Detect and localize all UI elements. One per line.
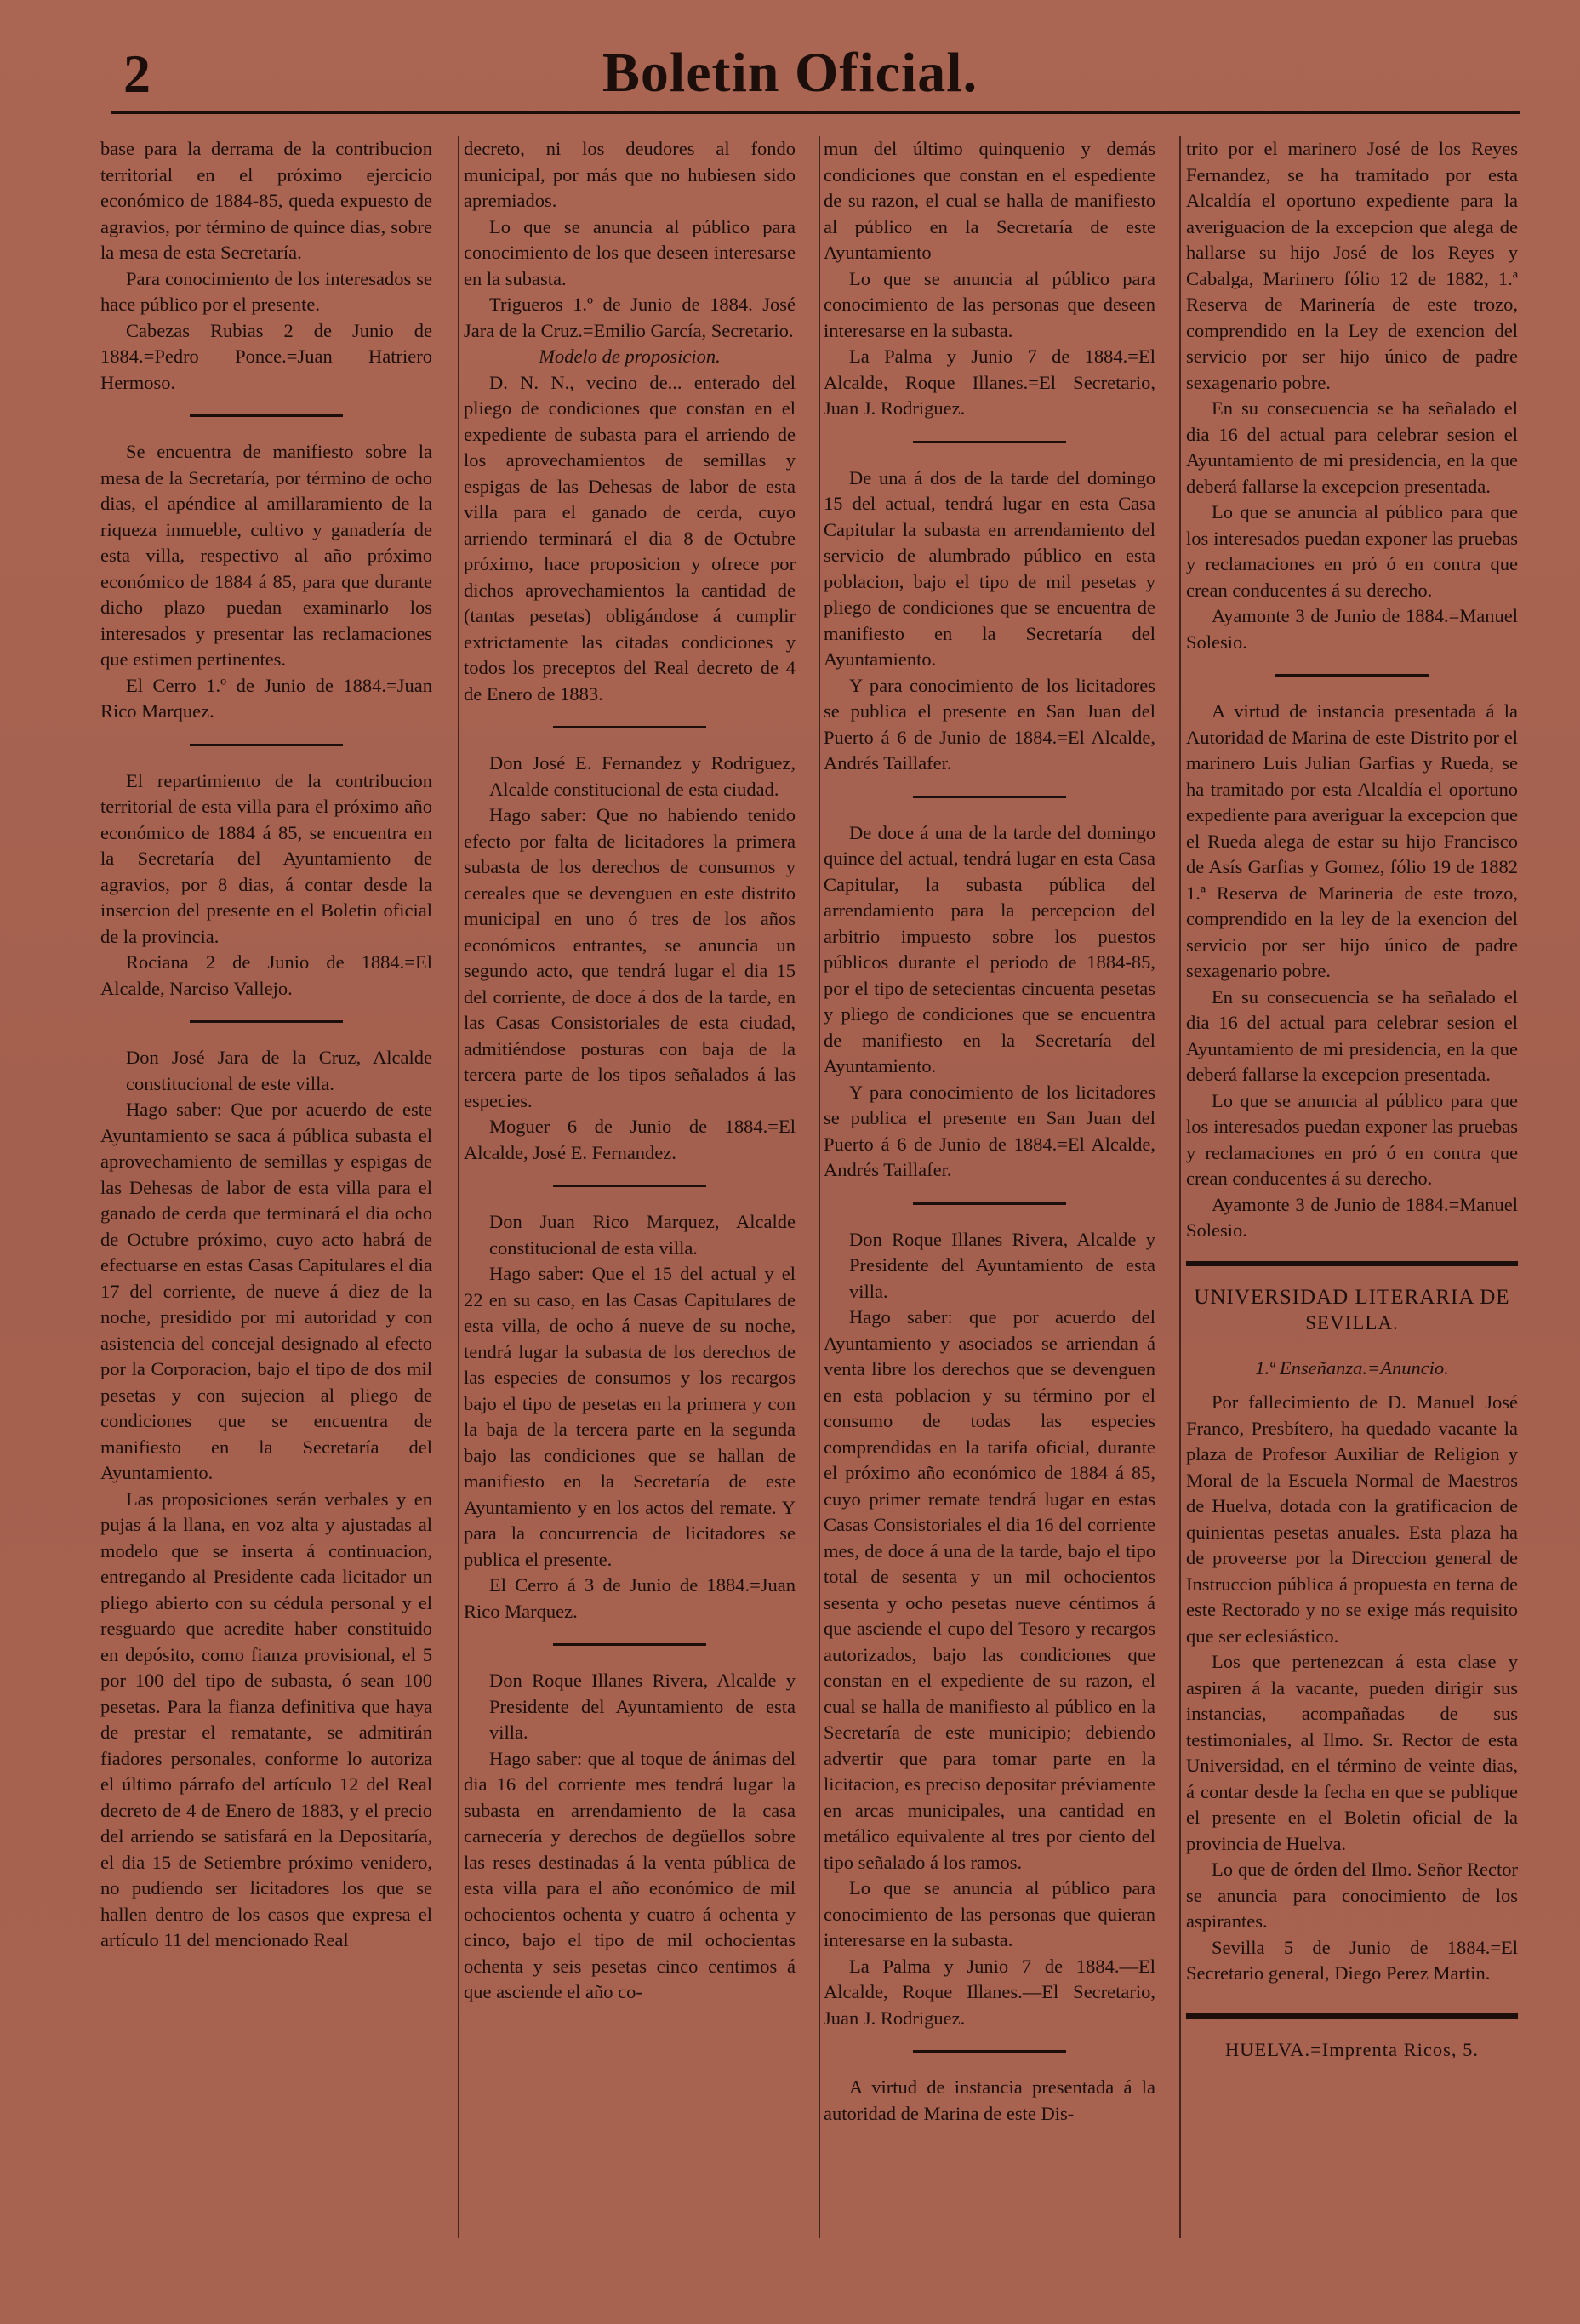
notice-heading: Don José E. Fernandez y Rodriguez, Alcalde constitucional de esta ciudad. — [489, 752, 796, 800]
separator — [913, 1202, 1066, 1205]
signature: Moguer 6 de Junio de 1884.=El Alcalde, José E. Fernandez. — [464, 1116, 796, 1163]
separator — [913, 796, 1066, 798]
paragraph: decreto, ni los deudores al fondo municipal, por más que no hubiesen sido apremiados. — [464, 138, 796, 211]
notice-heading: Don José Jara de la Cruz, Alcalde constitucional de este villa. — [126, 1047, 432, 1094]
paragraph: Por fallecimiento de D. Manuel José Franco, Presbítero, ha quedado vacante la plaza de Profesor Auxiliar de Religion y Moral de la Escuela Normal de Maestros de Huelva, dotada con la gratificacion de quinientas pesetas anuales. Esta plaza ha de proveerse por la Direccion general de Instruccion pública á propuesta en terna de este Rectorado y no se exige más requisito que ser eclesiástico. — [1186, 1391, 1518, 1647]
paragraph: A virtud de instancia presentada á la autoridad de Marina de este Dis- — [824, 2076, 1155, 2124]
paragraph: Hago saber: Que el 15 del actual y el 22 en su caso, en las Casas Capitulares de esta villa, de ocho á nueve de su noche, tendrá lugar la subasta de los derechos de las especies de consumos y los recargos bajo el tipo de pesetas en la primera y con la baja de la tercera parte en la segunda bajo las condiciones que se hallan de manifiesto en la Secretaría de este Ayuntamiento y en los actos del remate. Y para la concurrencia de licitadores se publica el presente. — [464, 1263, 796, 1570]
paragraph: Lo que se anuncia al público para conocimiento de los que deseen interesarse en la subasta. — [464, 215, 796, 289]
notice-heading: Don Roque Illanes Rivera, Alcalde y Presidente del Ayuntamiento de esta villa. — [849, 1228, 1155, 1302]
paragraph: En su consecuencia se ha señalado el dia 16 del actual para celebrar sesion el Ayuntamiento de mi presidencia, en la que deberá fallarse la excepcion presentada. — [1186, 397, 1518, 497]
separator — [1275, 674, 1429, 677]
section-heading: 1.ª Enseñanza.=Anuncio. — [1255, 1356, 1449, 1379]
paragraph: A virtud de instancia presentada á la Autoridad de Marina de este Distrito por el marinero Luis Julian Garfias y Rueda, se ha tramitado por esta Alcaldía el oportuno expediente para averiguar la excepcion que el Rueda alega de estar su hijo Francisco de Asís Garfias y Gomez, fólio 19 de 1882 1.ª Reserva de Marineria de este trozo, comprendido en la ley de la exencion del servicio por ser hijo único de padre sexagenario pobre. — [1186, 700, 1518, 981]
paragraph: Lo que se anuncia al público para que los interesados puedan exponer las pruebas y reclamaciones en pró ó en contra que crean conducentes á su derecho. — [1186, 501, 1518, 601]
signature: Sevilla 5 de Junio de 1884.=El Secretario general, Diego Perez Martin. — [1186, 1936, 1518, 1984]
notice-heading: Don Juan Rico Marquez, Alcalde constitucional de esta villa. — [489, 1211, 796, 1259]
paragraph: Y para conocimiento de los licitadores se publica el presente en San Juan del Puerto á 6 de Junio de 1884.=El Alcalde, Andrés Taillafer. — [824, 674, 1155, 774]
signature: Rociana 2 de Junio de 1884.=El Alcalde, Narciso Vallejo. — [100, 951, 432, 999]
paragraph: De doce á una de la tarde del domingo quince del actual, tendrá lugar en esta Casa Capitular, la subasta pública del arrendamiento para la percepcion del arbitrio impuesto sobre los puestos públicos durante el periodo de 1884-85, por el tipo de setecientas cincuenta pesetas y pliego de condiciones que se encuentra de manifiesto en la Secretaría del Ayuntamiento. — [824, 821, 1155, 1076]
column-1 — [100, 136, 432, 1954]
column-divider — [819, 136, 820, 2238]
model-heading: Modelo de proposicion. — [539, 345, 721, 367]
signature: La Palma y Junio 7 de 1884.=El Alcalde, Roque Illanes.=El Secretario, Juan J. Rodriguez. — [824, 345, 1155, 419]
paragraph: D. N. N., vecino de... enterado del pliego de condiciones que constan en el expediente de subasta para el arriendo de los aprovechamientos de semillas y espigas de las Dehesas de labor de esta villa para el ganado de cerda, cuyo arriendo terminará el dia 8 de Octubre próximo, hace proposicion y ofrece por dichos aprovechamientos la cantidad de (tantas pesetas) obligándose á cumplir extrictamente las citadas condiciones y todos los preceptos del Real decreto de 4 de Enero de 1883. — [464, 371, 796, 705]
column-divider — [1179, 136, 1181, 2238]
notice-heading: Don Roque Illanes Rivera, Alcalde y Presidente del Ayuntamiento de esta villa. — [489, 1670, 796, 1743]
paragraph: Hago saber: que al toque de ánimas del dia 16 del corriente mes tendrá lugar la subasta en arrendamiento de la casa carnecería y derechos de degüellos sobre las reses destinadas á la venta pública de esta villa para el año económico de mil ochocientos ochenta y cuatro á ochenta y cinco, bajo el tipo de mil ochocientas ochenta y seis pesetas cinco centimos á que asciende el año co- — [464, 1747, 796, 2002]
paragraph: Las proposiciones serán verbales y en pujas á la llana, en voz alta y ajustadas al modelo que se inserta á continuacion, entregando al Presidente cada licitador un pliego abierto con su cédula personal y el resguardo que acredite haber constituido en depósito, como fianza provisional, el 5 por 100 del tipo de subasta, ó sean 100 pesetas. Para la fianza definitiva que haya de prestar el rematante, se admitirán fiadores personales, conforme lo autoriza el último párrafo del artículo 12 del Real decreto de 4 de Enero de 1883, y el precio del arriendo se satisfará en la Depositaría, el dia 15 de Setiembre próximo venidero, no pudiendo ser licitadores los que se hallen dentro de los casos que expresa el artículo 11 del mencionado Real — [100, 1487, 432, 1950]
paragraph: Lo que se anuncia al público para conocimiento de las personas que deseen interesarse en la subasta. — [824, 267, 1155, 341]
separator — [190, 414, 343, 417]
signature: Ayamonte 3 de Junio de 1884.=Manuel Solesio. — [1186, 1193, 1518, 1241]
separator — [913, 2050, 1066, 2053]
paragraph: Hago saber: Que no habiendo tenido efecto por falta de licitadores la primera subasta de los derechos de consumos y cereales que se devenguen en este distrito municipal en uno ó tres de los años económicos entrantes, se anuncia un segundo acto, que tendrá lugar el dia 15 del corriente, de doce á dos de la tarde, en las Casas Consistoriales de esta ciudad, admitiéndose posturas con baja de la tercera parte de los tipos señalados á las especies. — [464, 804, 796, 1111]
paragraph: El repartimiento de la contribucion territorial de esta villa para el próximo año económico de 1884 á 85, se encuentra en la Secretaría del Ayuntamiento de agravios, por 8 dias, á contar desde la insercion del presente en el Boletin oficial de la provincia. — [100, 769, 432, 947]
column-4 — [1186, 136, 1518, 2063]
paragraph: Para conocimiento de los interesados se hace público por el presente. — [100, 267, 432, 315]
printer-imprint: HUELVA.=Imprenta Ricos, 5. — [1224, 2038, 1480, 2060]
signature: La Palma y Junio 7 de 1884.—El Alcalde, Roque Illanes.—El Secretario, Juan J. Rodriguez. — [824, 1955, 1155, 2029]
separator — [553, 1185, 706, 1187]
paragraph: Lo que se anuncia al público para que los interesados puedan exponer las pruebas y reclamaciones en pró ó en contra que crean conducentes á su derecho. — [1186, 1089, 1518, 1189]
signature: El Cerro 1.º de Junio de 1884.=Juan Rico Marquez. — [100, 674, 432, 722]
paragraph: Y para conocimiento de los licitadores se publica el presente en San Juan del Puerto á 6 de Junio de 1884.=El Alcalde, Andrés Taillafer. — [824, 1081, 1155, 1180]
university-city: SEVILLA. — [1305, 1312, 1399, 1333]
paragraph: En su consecuencia se ha señalado el dia 16 del actual para celebrar sesion el Ayuntamiento de mi presidencia, en la que deberá fallarse la excepcion presentada. — [1186, 985, 1518, 1085]
separator — [553, 726, 706, 728]
paragraph: Los que pertenezcan á esta clase y aspiren á la vacante, pueden dirigir sus instancias, acompañadas de sus testimoniales, al Ilmo. Sr. Rector de esta Universidad, en el término de veinte dias, á contar desde la fecha en que se publique el presente en el Boletin oficial de la provincia de Huelva. — [1186, 1651, 1518, 1854]
paragraph: mun del último quinquenio y demás condiciones que constan en el espediente de su razon, el cual se halla de manifiesto al público en la Secretaría de este Ayuntamiento — [824, 138, 1155, 263]
paragraph: Hago saber: Que por acuerdo de este Ayuntamiento se saca á pública subasta el aprovechamiento de semillas y espigas de las Dehesas de labor de esta villa para el ganado de cerda que terminará el dia ocho de Octubre próximo, cuyo acto habrá de efectuarse en estas Casas Capitulares el dia 17 del corriente, de nueve á diez de la noche, presidido por mi autoridad y con asistencia del concejal designado al efecto por la Corporacion, bajo el tipo de dos mil pesetas y con sujecion al pliego de condiciones que se encuentra de manifiesto en la Secretaría del Ayuntamiento. — [100, 1099, 432, 1483]
page-number: 2 — [123, 43, 151, 104]
signature: Trigueros 1.º de Junio de 1884. José Jara de la Cruz.=Emilio García, Secretario. — [464, 294, 796, 341]
section-rule — [1186, 1261, 1518, 1266]
separator — [913, 441, 1066, 443]
column-3 — [824, 136, 1155, 2127]
paragraph: Hago saber: que por acuerdo del Ayuntamiento y asociados se arriendan á venta libre los derechos que se devenguen en esta poblacion y su término por el consumo de todas las especies comprendidas en la tarifa oficial, durante el próximo año económico de 1884 á 85, cuyo primer remate tendrá lugar en estas Casas Consistoriales el dia 16 del corriente mes, de doce á una de la tarde, bajo el tipo total de sesenta y un mil ochocientos sesenta y ocho pesetas nueve céntimos á que asciende el cupo del Tesoro y recargos autorizados, bajo las condiciones que constan en el expediente de su razon, el cual se halla de manifiesto al público en la Secretaría de este municipio; debiendo advertir que para tomar parte en la licitacion, es preciso depositar préviamente en arcas municipales, una cantidad en metálico equivalente al tres por ciento del tipo señalado á los ramos. — [824, 1306, 1155, 1873]
closing-rule — [1186, 2013, 1518, 2019]
signature: Cabezas Rubias 2 de Junio de 1884.=Pedro Ponce.=Juan Hatriero Hermoso. — [100, 319, 432, 393]
header-rule — [111, 111, 1520, 114]
signature: El Cerro á 3 de Junio de 1884.=Juan Rico Marquez. — [464, 1574, 796, 1622]
separator — [553, 1643, 706, 1646]
paragraph: trito por el marinero José de los Reyes Fernandez, se ha tramitado por esta Alcaldía el oportuno expediente para la averiguacion de la excepcion que alega de hallarse su hijo José de los Reyes y Cabalga, Marinero fólio 12 de 1882, 1.ª Reserva de Marinería de este trozo, comprendido en la Ley de exencion del servicio por ser hijo único de padre sexagenario pobre. — [1186, 138, 1518, 393]
column-2 — [464, 136, 796, 2006]
separator — [190, 1020, 343, 1023]
separator — [190, 744, 343, 746]
masthead-title: Boletin Oficial. — [602, 42, 978, 104]
paragraph: Lo que de órden del Ilmo. Señor Rector se anuncia para conocimiento de los aspirantes. — [1186, 1859, 1518, 1932]
paragraph: De una á dos de la tarde del domingo 15 del actual, tendrá lugar en esta Casa Capitular la subasta en arrendamiento del servicio de alumbrado público en esta poblacion, bajo el tipo de mil pesetas y pliego de condiciones que se encuentra de manifiesto en la Secretaría del Ayuntamiento. — [824, 466, 1155, 670]
signature: Ayamonte 3 de Junio de 1884.=Manuel Solesio. — [1186, 605, 1518, 653]
paragraph: Lo que se anuncia al público para conocimiento de las personas que quieran interesarse en la subasta. — [824, 1877, 1155, 1950]
university-title: UNIVERSIDAD LITERARIA DE — [1194, 1285, 1510, 1309]
paragraph: Se encuentra de manifiesto sobre la mesa de la Secretaría, por término de ocho dias, el apéndice al amillaramiento de la riqueza inmueble, cultivo y ganadería de esta villa, respectivo al año próximo económico de 1884 á 85, para que durante dicho plazo puedan examinarlo los interesados y presentar las reclamaciones que estimen pertinentes. — [100, 441, 432, 670]
paragraph: base para la derrama de la contribucion territorial en el próximo ejercicio económico de 1884-85, queda expuesto de agravios, por término de quince dias, sobre la mesa de esta Secretaría. — [100, 138, 432, 263]
column-divider — [458, 136, 459, 2238]
